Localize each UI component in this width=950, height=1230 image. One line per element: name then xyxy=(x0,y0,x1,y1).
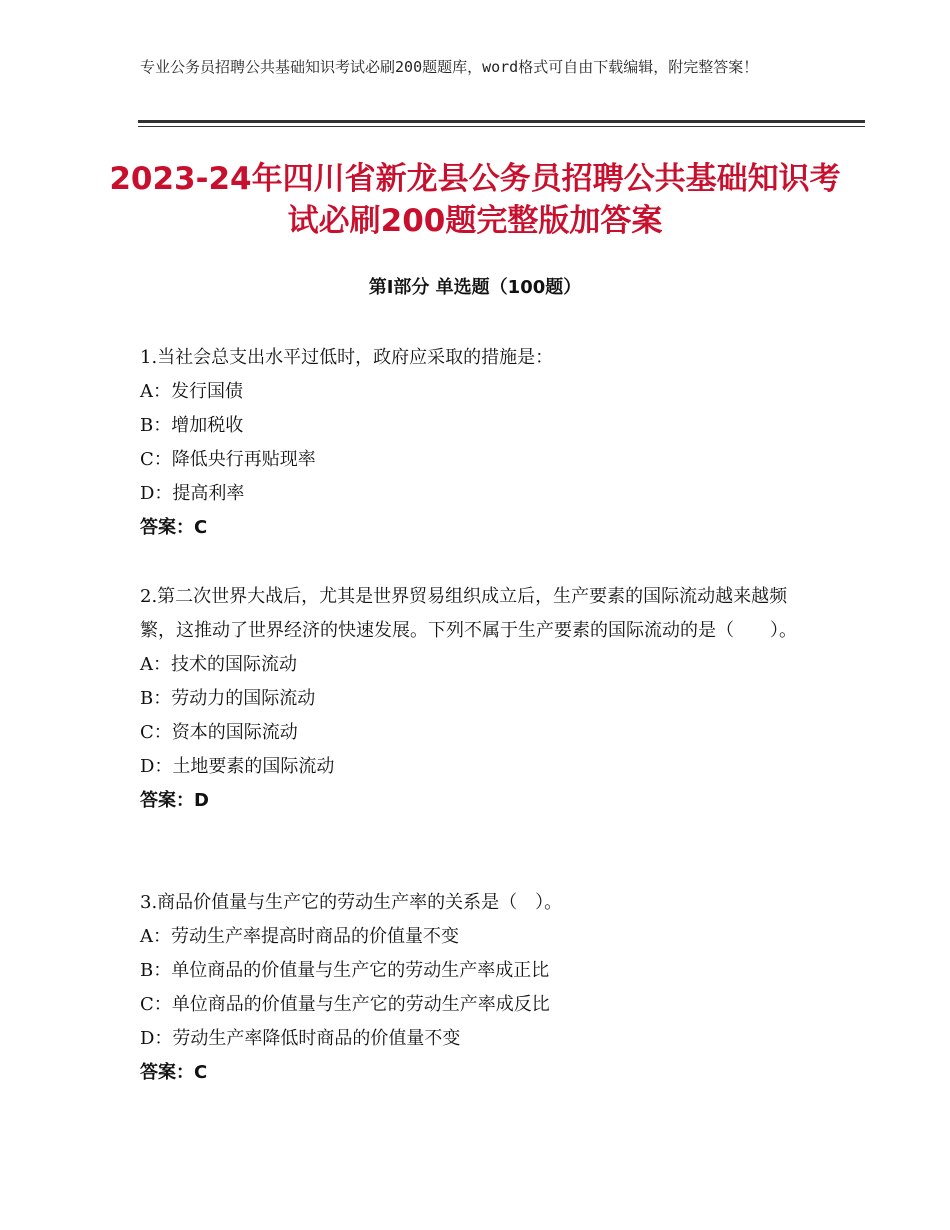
question-stem: 1.当社会总支出水平过低时，政府应采取的措施是： xyxy=(140,347,554,368)
header-rule-thick xyxy=(138,120,865,123)
option-c: C：资本的国际流动 xyxy=(140,722,298,743)
option-b: B：增加税收 xyxy=(140,415,244,436)
option-a: A：劳动生产率提高时商品的价值量不变 xyxy=(140,926,459,947)
header-rule-thin xyxy=(138,126,865,127)
question-1 xyxy=(140,341,820,545)
option-c: C：降低央行再贴现率 xyxy=(140,449,316,470)
header-note: 专业公务员招聘公共基础知识考试必刷200题题库，word格式可自由下载编辑，附完整答案！ xyxy=(140,58,759,76)
section-heading: 第Ⅰ部分 单选题（100题） xyxy=(368,277,582,298)
answer-line: 答案：C xyxy=(140,1062,208,1083)
document-title: 2023-24年四川省新龙县公务员招聘公共基础知识考试必刷200题完整版加答案 xyxy=(109,161,841,239)
answer-line: 答案：C xyxy=(140,517,208,538)
option-c: C：单位商品的价值量与生产它的劳动生产率成反比 xyxy=(140,994,550,1015)
question-stem: 3.商品价值量与生产它的劳动生产率的关系是（ ）。 xyxy=(140,892,563,913)
option-d: D：劳动生产率降低时商品的价值量不变 xyxy=(140,1028,461,1049)
option-b: B：劳动力的国际流动 xyxy=(140,688,316,709)
option-d: D：土地要素的国际流动 xyxy=(140,756,335,777)
option-d: D：提高利率 xyxy=(140,483,245,504)
option-a: A：发行国债 xyxy=(140,381,243,402)
question-stem: 2.第二次世界大战后，尤其是世界贸易组织成立后，生产要素的国际流动越来越频繁，这推动了世界经济的快速发展。下列不属于生产要素的国际流动的是（ ）。 xyxy=(140,586,797,641)
question-2 xyxy=(140,580,820,818)
option-b: B：单位商品的价值量与生产它的劳动生产率成正比 xyxy=(140,960,550,981)
option-a: A：技术的国际流动 xyxy=(140,654,297,675)
answer-line: 答案：D xyxy=(140,790,209,811)
question-3 xyxy=(140,886,820,1090)
